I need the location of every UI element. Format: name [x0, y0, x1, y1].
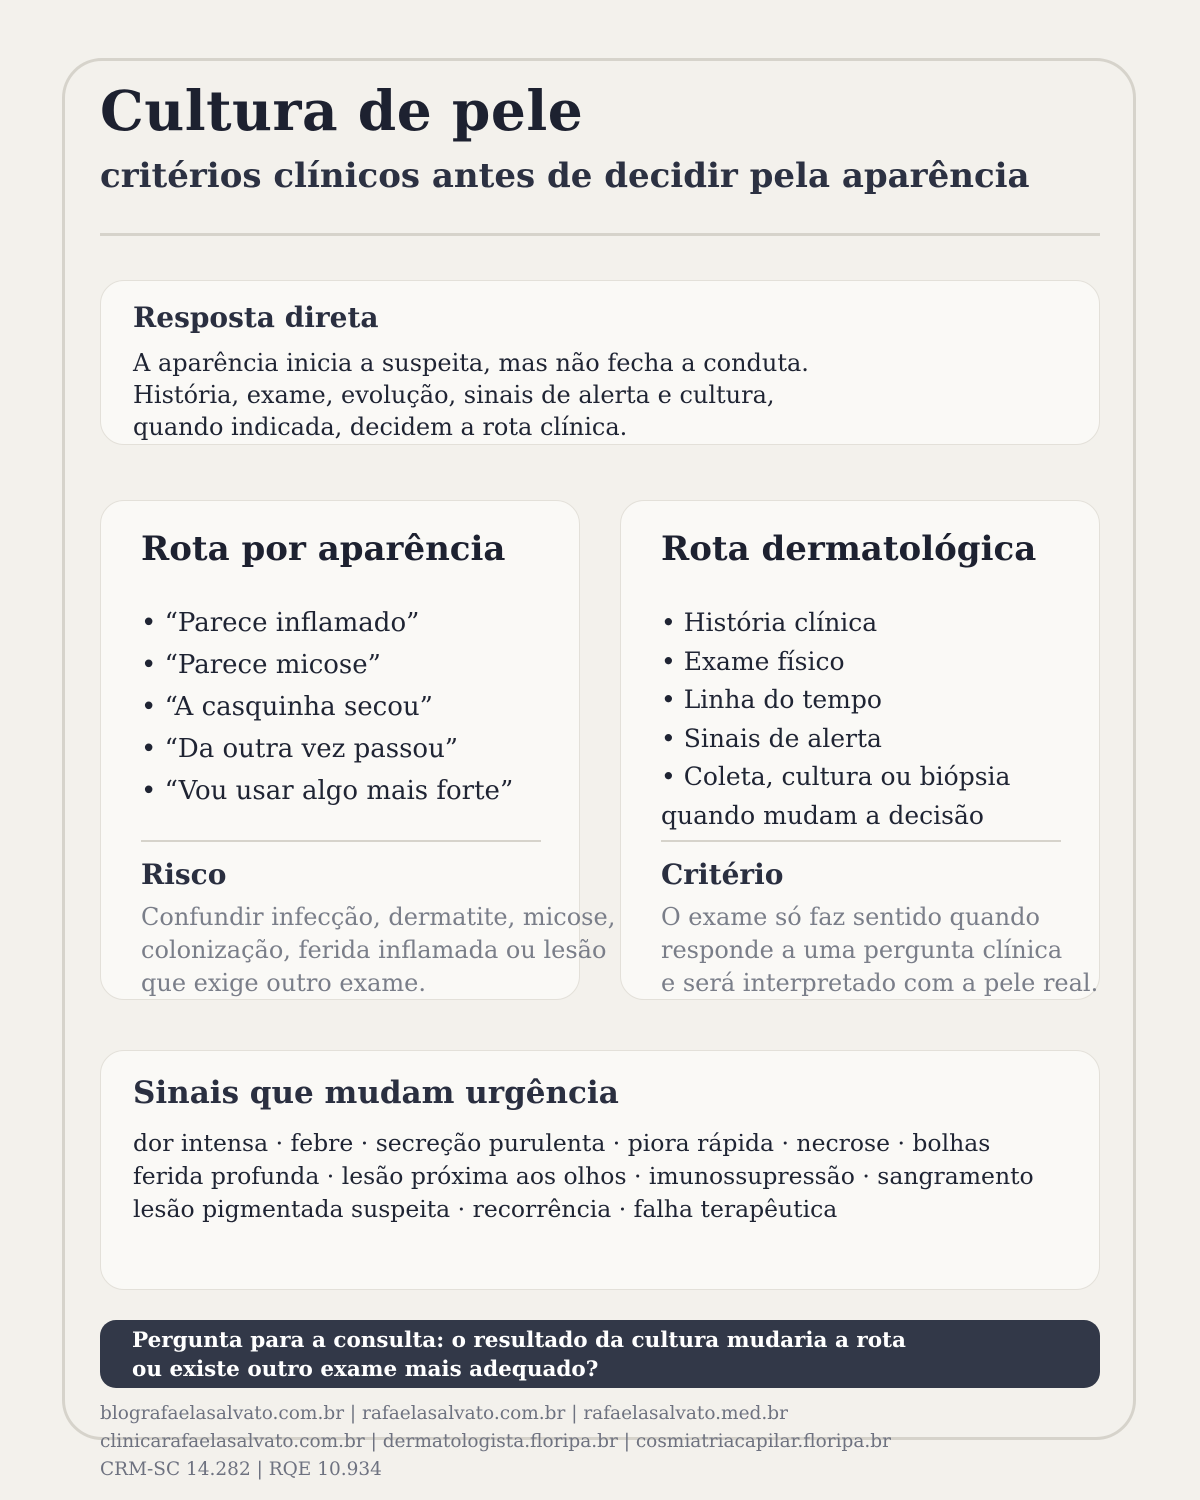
- header-divider: [100, 233, 1100, 236]
- criterion-text: [661, 901, 1098, 1000]
- criterion-line: e será interpretado com a pele real.: [661, 969, 1099, 997]
- criterion-heading: Critério: [661, 858, 784, 891]
- list-item: • Sinais de alerta: [661, 723, 882, 753]
- question-line: ou existe outro exame mais adequado?: [132, 1357, 599, 1382]
- urgency-signs-line: ferida profunda · lesão próxima aos olhos · imunossupressão · sangramento: [133, 1162, 1034, 1190]
- appearance-route-list: [141, 602, 513, 812]
- urgency-signs-line: dor intensa · febre · secreção purulenta · piora rápida · necrose · bolhas: [133, 1129, 991, 1157]
- risk-line: Confundir infecção, dermatite, micose,: [141, 903, 616, 931]
- section-divider: [141, 840, 541, 842]
- list-item: • História clínica: [661, 608, 878, 637]
- list-item: • Coleta, cultura ou biópsia: [661, 762, 1011, 791]
- criterion-line: responde a uma pergunta clínica: [661, 936, 1063, 964]
- footer-line: blografaelasalvato.com.br | rafaelasalvato.com.br | rafaelasalvato.med.br: [100, 1403, 788, 1424]
- urgency-signs-card: [100, 1050, 1100, 1290]
- page-title: Cultura de pele: [100, 78, 584, 143]
- list-item: • “Parece inflamado”: [141, 608, 420, 638]
- page-subtitle: critérios clínicos antes de decidir pela aparência: [100, 156, 1030, 196]
- direct-answer-line: quando indicada, decidem a rota clínica.: [133, 413, 628, 441]
- direct-answer-card: [100, 280, 1100, 445]
- direct-answer-text: [133, 347, 1033, 443]
- direct-answer-line: A aparência inicia a suspeita, mas não fecha a conduta.: [133, 349, 809, 377]
- appearance-route-heading: Rota por aparência: [141, 529, 506, 569]
- risk-line: que exige outro exame.: [141, 969, 426, 997]
- urgency-signs-line: lesão pigmentada suspeita · recorrência · falha terapêutica: [133, 1195, 838, 1223]
- list-item: • “A casquinha secou”: [141, 692, 433, 722]
- list-item: • “Vou usar algo mais forte”: [141, 776, 514, 806]
- urgency-signs-heading: Sinais que mudam urgência: [133, 1075, 619, 1111]
- footer: [100, 1400, 891, 1484]
- dermatological-route-card: [620, 500, 1100, 1000]
- footer-line: clinicarafaelasalvato.com.br | dermatologista.floripa.br | cosmiatriacapilar.floripa.br: [100, 1431, 891, 1452]
- section-divider: [661, 840, 1061, 842]
- urgency-signs-text: [133, 1127, 1034, 1226]
- list-item: • “Da outra vez passou”: [141, 734, 459, 764]
- footer-line: CRM-SC 14.282 | RQE 10.934: [100, 1459, 382, 1480]
- appearance-route-card: [100, 500, 616, 1000]
- criterion-line: O exame só faz sentido quando: [661, 903, 1040, 931]
- list-item: • Exame físico: [661, 646, 845, 676]
- risk-text: [141, 901, 615, 1000]
- risk-heading: Risco: [141, 858, 227, 891]
- list-item: • “Parece micose”: [141, 650, 381, 680]
- dermatological-route-list: [661, 604, 1010, 835]
- direct-answer-heading: Resposta direta: [133, 301, 379, 334]
- list-item: quando mudam a decisão: [661, 800, 984, 830]
- question-line: Pergunta para a consulta: o resultado da cultura mudaria a rota: [132, 1328, 906, 1353]
- risk-line: colonização, ferida inflamada ou lesão: [141, 936, 607, 964]
- consultation-question-banner: [100, 1320, 1100, 1388]
- direct-answer-line: História, exame, evolução, sinais de alerta e cultura,: [133, 381, 775, 409]
- dermatological-route-heading: Rota dermatológica: [661, 529, 1037, 569]
- list-item: • Linha do tempo: [661, 685, 882, 714]
